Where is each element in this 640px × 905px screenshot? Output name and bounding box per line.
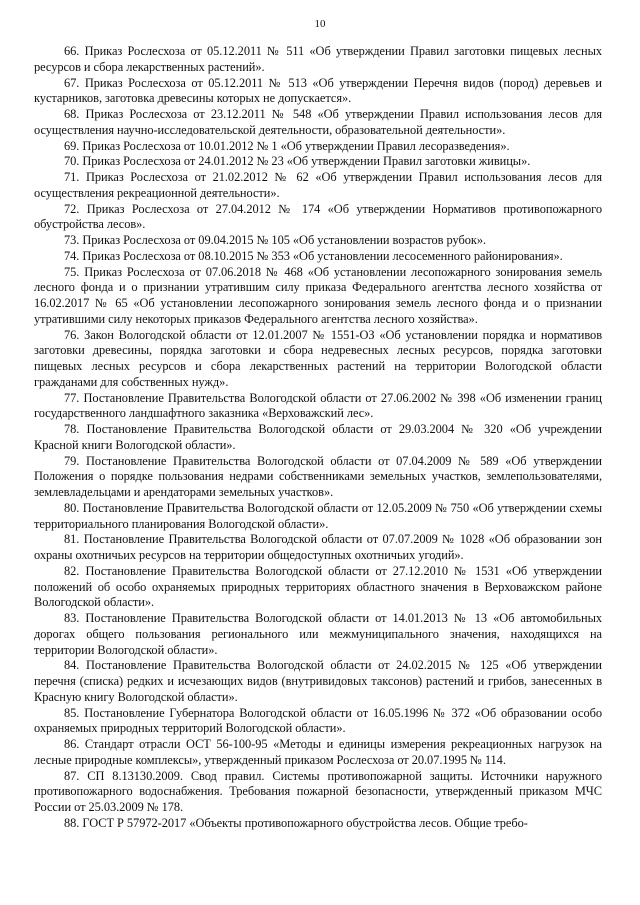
list-item: 85. Постановление Губернатора Вологодской области от 16.05.1996 № 372 «Об образовании особо охраняемых природных территорий Вологодской области». xyxy=(34,705,602,736)
list-item: 74. Приказ Рослесхоза от 08.10.2015 № 353 «Об установлении лесосеменного районирования». xyxy=(64,248,563,263)
list-item: 69. Приказ Рослесхоза от 10.01.2012 № 1 «Об утверждении Правил лесоразведения». xyxy=(64,138,510,153)
list-item: 87. СП 8.13130.2009. Свод правил. Системы противопожарной защиты. Источники наружного противопожарного водоснабжения. Требования пожарной безопасности, утвержденный приказом МЧС России от 25.03.2009 № 178. xyxy=(34,768,602,814)
page-number: 10 xyxy=(314,18,326,30)
list-item: 80. Постановление Правительства Вологодской области от 12.05.2009 № 750 «Об утверждении схемы территориального планирования Вологодской области». xyxy=(34,500,602,531)
list-item: 81. Постановление Правительства Вологодской области от 07.07.2009 № 1028 «Об образовании зон охраны охотничьих ресурсов на территории общедоступных охотничьих угодий». xyxy=(34,532,602,562)
list-item: 68. Приказ Рослесхоза от 23.12.2011 № 548 «Об утверждении Правил использования лесов для осуществления научно-исследовательской деятельности, образовательной деятельности». xyxy=(34,107,602,137)
list-item: 71. Приказ Рослесхоза от 21.02.2012 № 62 «Об утверждении Правил использования лесов для осуществления рекреационной деятельности». xyxy=(34,170,602,200)
list-item: 72. Приказ Рослесхоза от 27.04.2012 № 174 «Об утверждении Нормативов противопожарного обустройства лесов». xyxy=(34,201,602,232)
list-item: 86. Стандарт отрасли ОСТ 56-100-95 «Методы и единицы измерения рекреационных нагрузок на лесные природные комплексы», утвержденный приказом Рослесхоза от 20.07.1995 № 114. xyxy=(34,737,602,767)
list-item: 70. Приказ Рослесхоза от 24.01.2012 № 23 «Об утверждении Правил заготовки живицы». xyxy=(64,154,531,169)
list-item: 67. Приказ Рослесхоза от 05.12.2011 № 513 «Об утверждении Перечня видов (пород) деревьев и кустарников, заготовка древесины которых не допускается». xyxy=(34,75,602,106)
reference-list xyxy=(34,44,602,832)
list-item: 76. Закон Вологодской области от 12.01.2007 № 1551-ОЗ «Об установлении порядка и нормативов заготовки древесины, порядка заготовки и сбора недревесных лесных ресурсов, порядка заготовки пищевых лесных ресурсов и сбора лекарственных растений на территории Вологодской области гражданами для собственных нужд». xyxy=(34,327,602,389)
list-item: 82. Постановление Правительства Вологодской области от 27.12.2010 № 1531 «Об утверждении положений об особо охраняемых природных территориях областного значения в Верховажском районе Вологодской области». xyxy=(34,563,602,610)
list-item: 66. Приказ Рослесхоза от 05.12.2011 № 511 «Об утверждении Правил заготовки пищевых лесных ресурсов и сбора лекарственных растений». xyxy=(34,44,602,74)
list-item: 75. Приказ Рослесхоза от 07.06.2018 № 468 «Об установлении лесопожарного зонирования земель лесного фонда и о признании утратившим силу приказа Федерального агентства лесного хозяйства от 16.02.2017 № 65 «Об установлении лесопожарного зонирования земель лесного фонда и о признании утратившими силу некоторых приказов Федерального агентства лесного хозяйства». xyxy=(34,264,602,326)
list-item: 77. Постановление Правительства Вологодской области от 27.06.2002 № 398 «Об изменении границ государственного ландшафтного заказника «Верховажский лес». xyxy=(34,390,602,421)
list-item: 84. Постановление Правительства Вологодской области от 24.02.2015 № 125 «Об утверждении перечня (списка) редких и исчезающих видов (внутривидовых таксонов) растений и грибов, занесенных в Красную книгу Вологодской области». xyxy=(34,658,602,704)
list-item: 73. Приказ Рослесхоза от 09.04.2015 № 105 «Об установлении возрастов рубок». xyxy=(64,233,487,247)
list-item: 83. Постановление Правительства Вологодской области от 14.01.2013 № 13 «Об автомобильных дорогах общего пользования регионального или межмуниципального значения, находящихся на территории Вологодской области». xyxy=(34,611,602,657)
list-item: 88. ГОСТ Р 57972-2017 «Объекты противопожарного обустройства лесов. Общие требо- xyxy=(64,815,528,830)
list-item: 79. Постановление Правительства Вологодской области от 07.04.2009 № 589 «Об утверждении Положения о порядке пользования недрами собственниками земельных участков, землепользователями, землевладельцами и арендаторами земельных участков». xyxy=(34,453,602,499)
list-item: 78. Постановление Правительства Вологодской области от 29.03.2004 № 320 «Об учреждении Красной книги Вологодской области». xyxy=(34,422,602,452)
